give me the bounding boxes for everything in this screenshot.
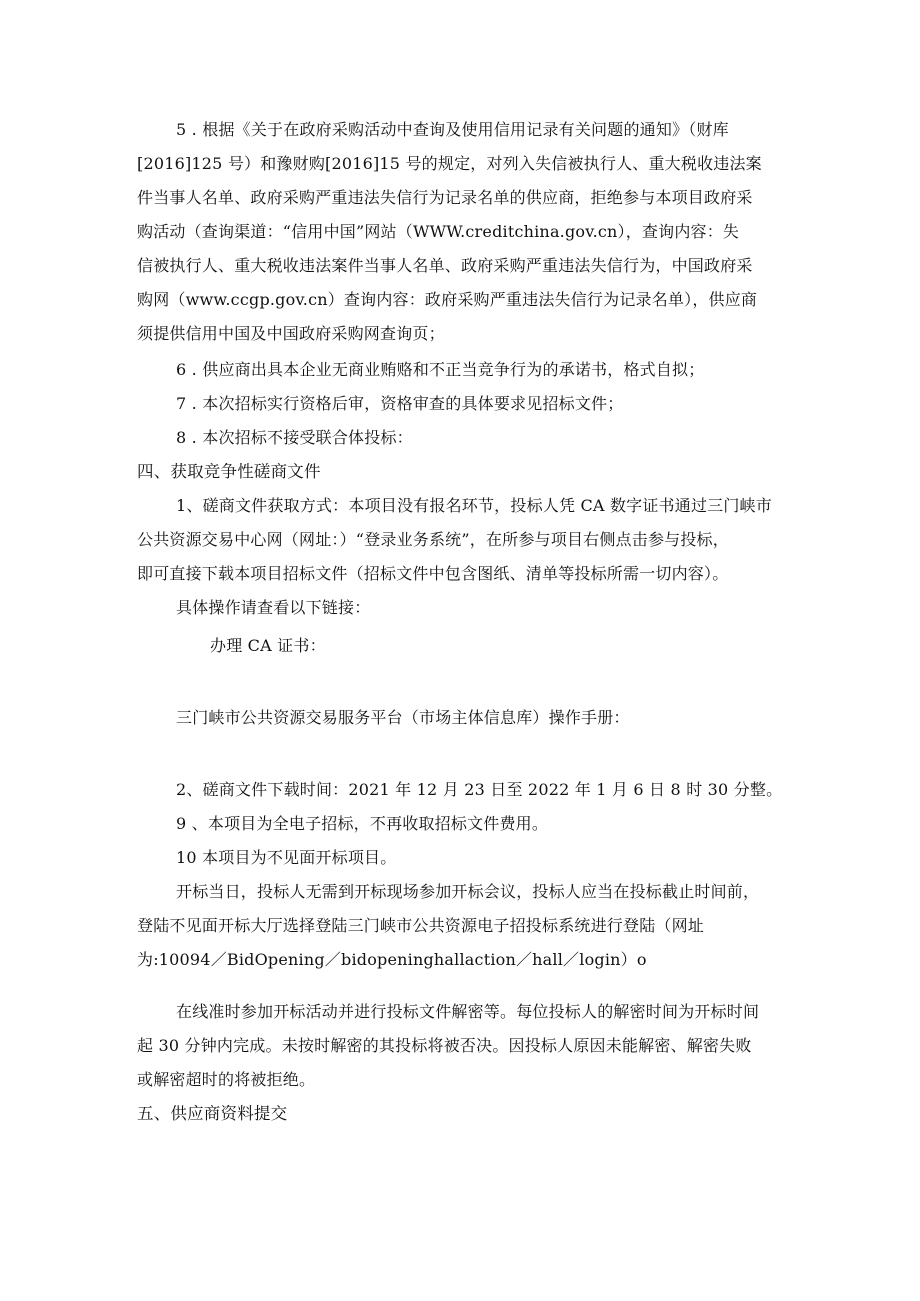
decrypt-line1: 在线准时参加开标活动并进行投标文件解密等。每位投标人的解密时间为开标时间 [176, 1002, 760, 1021]
section5-title: 五、供应商资料提交 [137, 1104, 288, 1123]
acquire-line3: 即可直接下载本项目招标文件（招标文件中包含图纸、清单等投标所需一切内容）。 [137, 564, 729, 583]
decrypt-line3: 或解密超时的将被拒绝。 [137, 1070, 316, 1089]
manual-link-label: 三门峡市公共资源交易服务平台（市场主体信息库）操作手册： [176, 708, 630, 727]
item7: 7 . 本次招标实行资格后审，资格审查的具体要求见招标文件； [176, 394, 624, 413]
section4-title: 四、获取竞争性磋商文件 [137, 462, 321, 481]
item5-line7: 须提供信用中国及中国政府采购网查询页； [137, 324, 445, 343]
ca-cert-link-label: 办理 CA 证书： [210, 636, 326, 655]
decrypt-line2: 起 30 分钟内完成。未按时解密的其投标将被否决。因投标人原因未能解密、解密失败 [137, 1036, 752, 1055]
item5-line2: [2016]125 号）和豫财购[2016]15 号的规定，对列入失信被执行人、重大税收违法案 [137, 154, 762, 173]
opening-line1: 开标当日，投标人无需到开标现场参加开标会议，投标人应当在投标截止时间前， [176, 882, 760, 901]
acquire-line1: 1、磋商文件获取方式：本项目没有报名环节，投标人凭 CA 数字证书通过三门峡市 [176, 496, 772, 515]
item5-line4: 购活动（查询渠道：“信用中国”网站（WWW.creditchina.gov.cn），查询内容：失 [137, 222, 740, 241]
item9: 9 、本项目为全电子招标，不再收取招标文件费用。 [176, 814, 549, 833]
item5-line3: 件当事人名单、政府采购严重违法失信行为记录名单的供应商，拒绝参与本项目政府采 [137, 188, 753, 207]
item8: 8 . 本次招标不接受联合体投标： [176, 428, 413, 447]
item6: 6 . 供应商出具本企业无商业贿赂和不正当竞争行为的承诺书，格式自拟； [176, 360, 705, 379]
opening-line2: 登陆不见面开标大厅选择登陆三门峡市公共资源电子招投标系统进行登陆（网址 [137, 916, 705, 935]
item5-line5: 信被执行人、重大税收违法案件当事人名单、政府采购严重违法失信行为，中国政府采 [137, 256, 753, 275]
item5-line6: 购网（www.ccgp.gov.cn）查询内容：政府采购严重违法失信行为记录名单），供应商 [137, 290, 758, 309]
item10: 10 本项目为不见面开标项目。 [176, 848, 397, 867]
download-time: 2、磋商文件下载时间：2021 年 12 月 23 日至 2022 年 1 月 6 日 8 时 30 分整。 [176, 780, 783, 799]
acquire-line2: 公共资源交易中心网（网址：）“登录业务系统”，在所参与项目右侧点击参与投标， [137, 530, 729, 549]
links-intro: 具体操作请查看以下链接： [176, 598, 371, 617]
opening-line3: 为:10094／BidOpening／bidopeninghallaction／hall／login）o [137, 950, 647, 969]
item5-line1: 5 . 根据《关于在政府采购活动中查询及使用信用记录有关问题的通知》（财库 [176, 120, 729, 139]
